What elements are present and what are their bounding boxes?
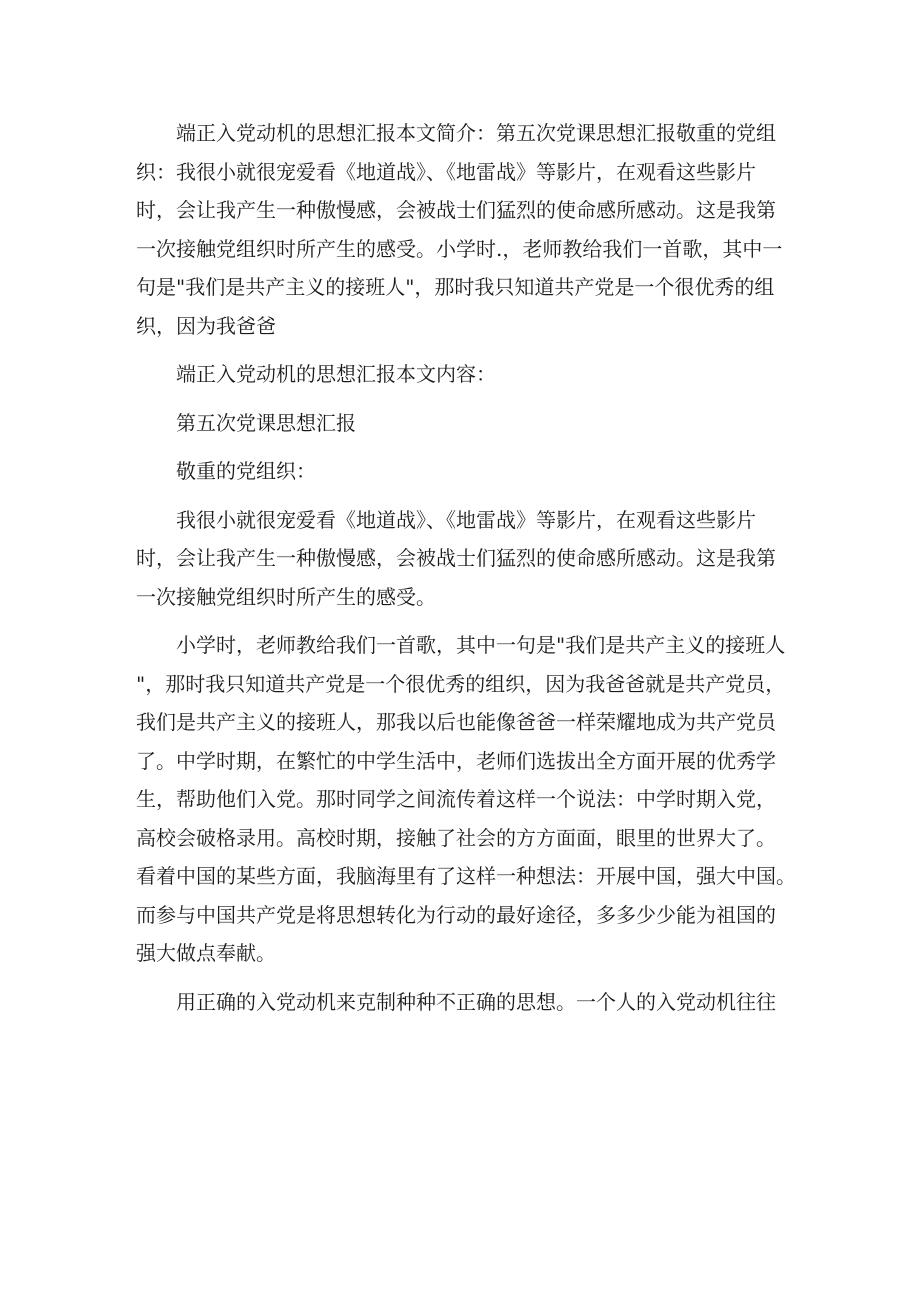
text-line: 高校会破格录用。高校时期，接触了社会的方方面面，眼里的世界大了。 [136, 825, 776, 850]
text-line: 用正确的入党动机来克制种种不正确的思想。一个人的入党动机往往 [176, 989, 776, 1014]
text-line: 一次接触党组织时所产生的感受。小学时.，老师教给我们一首歌，其中一 [136, 236, 783, 261]
paragraph-childhood [136, 501, 784, 617]
text-line: 织：我很小就很宠爱看《地道战》、《地雷战》等影片，在观看这些影片 [136, 159, 756, 184]
paragraph-school [136, 626, 796, 973]
text-line: 时，会让我产生一种傲慢感，会被战士们猛烈的使命感所感动。这是我第 [136, 198, 776, 222]
text-line: 生，帮助他们入党。那时同学之间流传着这样一个说法：中学时期入党， [136, 787, 776, 811]
text-line: 了。中学时期，在繁忙的中学生活中，老师们选拔出全方面开展的优秀学 [136, 748, 776, 773]
text-line: 看着中国的某些方面，我脑海里有了这样一种想法：开展中国，强大中国。 [136, 864, 796, 888]
text-line: 而参与中国共产党是将思想转化为行动的最好途径，多多少少能为祖国的 [136, 902, 776, 927]
paragraph-summary [136, 114, 784, 345]
text-line: 我们是共产主义的接班人，那我以后也能像爸爸一样荣耀地成为共产党员 [136, 710, 776, 734]
text-line: 小学时，老师教给我们一首歌，其中一句是"我们是共产主义的接班人 [176, 633, 786, 657]
text-line: 时，会让我产生一种傲慢感，会被战士们猛烈的使命感所感动。这是我第 [136, 546, 776, 570]
paragraph-report-title [136, 404, 784, 443]
text-line: 敬重的党组织： [176, 459, 316, 483]
text-line: 强大做点奉献。 [136, 941, 276, 965]
text-line: 句是"我们是共产主义的接班人"，那时我只知道共产党是一个很优秀的组 [136, 275, 775, 299]
text-line: 一次接触党组织时所产生的感受。 [136, 584, 436, 609]
text-line: "，那时我只知道共产党是一个很优秀的组织，因为我爸爸就是共产党员， [136, 671, 786, 696]
text-line: 第五次党课思想汇报 [176, 410, 356, 435]
paragraph-content-heading [136, 355, 784, 394]
paragraph-motivation [136, 983, 784, 1022]
text-line: 端正入党动机的思想汇报本文简介：第五次党课思想汇报敬重的党组 [176, 121, 776, 145]
text-line: 端正入党动机的思想汇报本文内容： [176, 362, 496, 386]
document-body [136, 114, 796, 1021]
text-line: 织，因为我爸爸 [136, 313, 276, 338]
text-line: 我很小就很宠爱看《地道战》、《地雷战》等影片，在观看这些影片 [176, 507, 756, 532]
paragraph-salutation [136, 452, 784, 491]
